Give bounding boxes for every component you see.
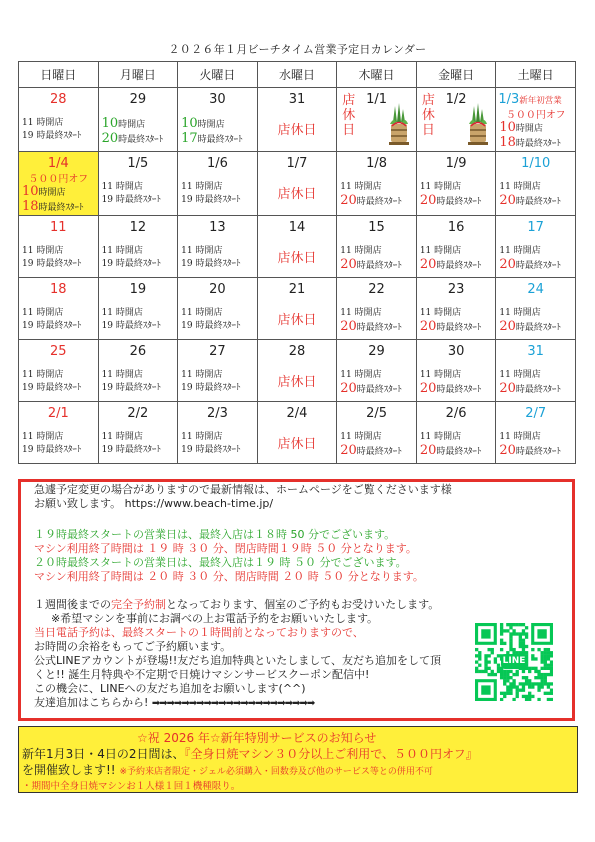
opening-time: 11 時開店 bbox=[419, 370, 462, 380]
calendar-table bbox=[18, 61, 576, 464]
new-year-line: ・期間中全身日焼マシンお１人様１回１機種限り。 bbox=[22, 781, 241, 792]
day-number: 28 bbox=[288, 344, 306, 359]
day-number: 2/3 bbox=[206, 406, 228, 421]
calendar-day-cell bbox=[257, 88, 337, 152]
day-number: 12 bbox=[129, 220, 147, 235]
opening-time: 11 時開店 bbox=[101, 370, 143, 380]
calendar-week-row bbox=[19, 340, 576, 402]
line-qr-code[interactable] bbox=[475, 623, 553, 701]
calendar-day-cell bbox=[178, 278, 258, 340]
last-start-time: 19 時最終ｽﾀｰﾄ bbox=[22, 321, 82, 331]
calendar-day-cell bbox=[496, 278, 576, 340]
calendar-day-cell bbox=[98, 152, 178, 216]
closed-day-label: 店休日 bbox=[277, 437, 317, 452]
calendar-day-cell bbox=[337, 216, 417, 278]
calendar-day-cell bbox=[337, 278, 417, 340]
calendar-day-cell bbox=[496, 152, 576, 216]
weekday-tue: 火曜日 bbox=[178, 62, 258, 88]
last-start-time: 20時最終ｽﾀｰﾄ bbox=[499, 443, 561, 458]
calendar-day-cell bbox=[416, 216, 496, 278]
opening-time: 11 時開店 bbox=[181, 308, 223, 318]
last-start-time: 19 時最終ｽﾀｰﾄ bbox=[181, 445, 241, 455]
calendar-day-cell bbox=[98, 278, 178, 340]
calendar-day-cell bbox=[337, 402, 417, 464]
opening-time: 11 時開店 bbox=[22, 432, 64, 442]
notice-line: ２０時最終スタートの営業日は、最終入店は１９ 時 ５０ 分でございます。 bbox=[34, 556, 407, 569]
calendar-day-cell bbox=[496, 340, 576, 402]
calendar-day-cell bbox=[98, 402, 178, 464]
weekday-sun: 日曜日 bbox=[19, 62, 99, 88]
calendar-day-cell bbox=[257, 402, 337, 464]
calendar-week-row bbox=[19, 278, 576, 340]
last-start-time: 20時最終ｽﾀｰﾄ bbox=[101, 131, 164, 146]
last-start-time: 19 時最終ｽﾀｰﾄ bbox=[101, 383, 161, 393]
last-start-time: 20時最終ｽﾀｰﾄ bbox=[499, 381, 561, 396]
calendar-day-cell bbox=[496, 216, 576, 278]
notice-line: １９時最終スタートの営業日は、最終入店は１８時 50 分でございます。 bbox=[34, 528, 396, 541]
last-start-time: 20時最終ｽﾀｰﾄ bbox=[499, 257, 561, 272]
calendar-day-cell bbox=[337, 88, 417, 152]
opening-time: 11 時開店 bbox=[419, 246, 462, 256]
last-start-time: 20時最終ｽﾀｰﾄ bbox=[419, 319, 482, 334]
last-start-time: 20時最終ｽﾀｰﾄ bbox=[419, 381, 482, 396]
last-start-time: 19 時最終ｽﾀｰﾄ bbox=[101, 195, 161, 205]
opening-time: 11 時開店 bbox=[22, 118, 64, 128]
last-start-time: 19 時最終ｽﾀｰﾄ bbox=[22, 383, 82, 393]
last-start-time: 19 時最終ｽﾀｰﾄ bbox=[101, 259, 161, 269]
calendar-day-cell bbox=[19, 402, 99, 464]
calendar-week-row bbox=[19, 216, 576, 278]
day-number: 1/2 bbox=[445, 92, 467, 107]
last-start-time: 20時最終ｽﾀｰﾄ bbox=[419, 257, 482, 272]
day-number: 31 bbox=[288, 92, 306, 107]
calendar-day-cell bbox=[178, 402, 258, 464]
last-start-time: 19 時最終ｽﾀｰﾄ bbox=[181, 195, 241, 205]
opening-time: 11 時開店 bbox=[340, 370, 382, 380]
new-year-heading: ☆祝 2026 年☆新年特別サービスのお知らせ bbox=[137, 731, 377, 745]
opening-time: 11 時開店 bbox=[22, 370, 64, 380]
last-start-time: 18時最終ｽﾀｰﾄ bbox=[22, 199, 84, 214]
opening-time: 10時開店 bbox=[22, 184, 66, 199]
opening-time: 11 時開店 bbox=[101, 246, 143, 256]
day-number: 1/10 bbox=[521, 156, 551, 171]
day-number: 1/4 bbox=[47, 156, 69, 171]
notice-line: お時間の余裕をもってご予約願います。 bbox=[34, 640, 232, 653]
opening-time: 11 時開店 bbox=[101, 182, 143, 192]
day-number: 2/7 bbox=[525, 406, 547, 421]
day-number: 22 bbox=[368, 282, 385, 297]
calendar-day-cell bbox=[19, 216, 99, 278]
opening-time: 11 時開店 bbox=[22, 308, 64, 318]
special-label: 新年初営業 bbox=[519, 96, 562, 106]
notice-line: 当日電話予約は、最終スタートの１時間前となっておりますので、 bbox=[34, 626, 364, 639]
day-number: 27 bbox=[209, 344, 226, 359]
closed-day-label: 店休日 bbox=[277, 251, 317, 266]
calendar-day-cell bbox=[178, 340, 258, 402]
notice-line: くと!! 誕生月特典や不定期で日焼けマシンサービスクーポン配信中! bbox=[34, 668, 370, 681]
calendar-day-cell bbox=[416, 152, 496, 216]
calendar-day-cell bbox=[337, 340, 417, 402]
calendar-day-cell bbox=[257, 216, 337, 278]
opening-time: 11 時開店 bbox=[22, 246, 64, 256]
day-number: 1/9 bbox=[445, 156, 467, 171]
opening-time: 11 時開店 bbox=[499, 308, 541, 318]
day-number: 28 bbox=[50, 92, 67, 107]
closed-day-label: 店休日 bbox=[277, 123, 317, 138]
calendar-day-cell bbox=[178, 152, 258, 216]
day-number: 1/1 bbox=[366, 92, 387, 107]
last-start-time: 20時最終ｽﾀｰﾄ bbox=[340, 381, 402, 396]
new-year-notice bbox=[18, 726, 578, 793]
kadomatsu-icon bbox=[467, 102, 489, 146]
last-start-time: 19 時最終ｽﾀｰﾄ bbox=[181, 321, 241, 331]
calendar-day-cell bbox=[337, 152, 417, 216]
last-start-time: 17時最終ｽﾀｰﾄ bbox=[181, 131, 243, 146]
opening-time: 10時開店 bbox=[181, 116, 225, 131]
last-start-time: 20時最終ｽﾀｰﾄ bbox=[340, 193, 402, 208]
opening-time: 11 時開店 bbox=[101, 308, 143, 318]
last-start-time: 20時最終ｽﾀｰﾄ bbox=[340, 257, 402, 272]
notice-line: 公式LINEアカウントが登場!!友だち追加特典といたしまして、友だち追加をして頂 bbox=[34, 654, 442, 667]
day-number: 17 bbox=[527, 220, 544, 235]
opening-time: 11 時開店 bbox=[340, 432, 382, 442]
last-start-time: 20時最終ｽﾀｰﾄ bbox=[340, 443, 402, 458]
weekday-thu: 木曜日 bbox=[337, 62, 417, 88]
day-number: 11 bbox=[50, 220, 67, 235]
notice-line: ※希望マシンを事前にお調べの上お電話予約をお願いいたします。 bbox=[51, 612, 379, 625]
last-start-time: 19 時最終ｽﾀｰﾄ bbox=[22, 445, 82, 455]
last-start-time: 20時最終ｽﾀｰﾄ bbox=[419, 443, 482, 458]
calendar-day-cell bbox=[178, 216, 258, 278]
last-start-time: 20時最終ｽﾀｰﾄ bbox=[419, 193, 482, 208]
calendar-week-row bbox=[19, 402, 576, 464]
last-start-time: 18時最終ｽﾀｰﾄ bbox=[499, 135, 561, 150]
day-number: 2/4 bbox=[286, 406, 308, 421]
opening-time: 11 時開店 bbox=[181, 246, 223, 256]
opening-time: 10時開店 bbox=[101, 116, 146, 131]
opening-time: 11 時開店 bbox=[181, 182, 223, 192]
notice-line: マシン利用終了時間は ２０ 時 ３０ 分、閉店時間 ２０ 時 ５０ 分となります。 bbox=[34, 570, 424, 583]
last-start-time: 19 時最終ｽﾀｰﾄ bbox=[22, 131, 82, 141]
day-number: 1/7 bbox=[286, 156, 308, 171]
last-start-time: 19 時最終ｽﾀｰﾄ bbox=[101, 445, 161, 455]
notice-line: １週間後までの完全予約制となっております、個室のご予約もお受けいたします。 bbox=[34, 598, 440, 611]
day-number: 2/5 bbox=[366, 406, 387, 421]
calendar-day-cell bbox=[98, 88, 178, 152]
day-number: 21 bbox=[288, 282, 306, 297]
day-number: 16 bbox=[447, 220, 465, 235]
calendar-day-cell bbox=[19, 340, 99, 402]
notice-box bbox=[18, 479, 575, 721]
notice-line: マシン利用終了時間は １９ 時 ３０ 分、閉店時間１９時 ５０ 分となります。 bbox=[34, 542, 417, 555]
last-start-time: 20時最終ｽﾀｰﾄ bbox=[499, 319, 561, 334]
opening-time: 10時開店 bbox=[499, 120, 543, 135]
opening-time: 11 時開店 bbox=[499, 246, 541, 256]
day-number: 30 bbox=[447, 344, 465, 359]
weekday-fri: 金曜日 bbox=[416, 62, 496, 88]
discount-label: ５００円オフ bbox=[28, 174, 89, 185]
day-number: 19 bbox=[129, 282, 147, 297]
discount-label: ５００円オフ bbox=[505, 110, 566, 121]
line-logo-icon: LINE bbox=[501, 654, 527, 669]
calendar-week-row bbox=[19, 152, 576, 216]
calendar-day-cell bbox=[416, 88, 496, 152]
day-number: 25 bbox=[50, 344, 67, 359]
last-start-time: 20時最終ｽﾀｰﾄ bbox=[499, 193, 561, 208]
closed-day-label: 店休日 bbox=[277, 313, 317, 328]
opening-time: 11 時開店 bbox=[101, 432, 143, 442]
day-number: 15 bbox=[368, 220, 385, 235]
day-number: 1/6 bbox=[206, 156, 228, 171]
last-start-time: 20時最終ｽﾀｰﾄ bbox=[340, 319, 402, 334]
last-start-time: 19 時最終ｽﾀｰﾄ bbox=[181, 259, 241, 269]
day-number: 1/5 bbox=[127, 156, 149, 171]
calendar-day-cell bbox=[416, 340, 496, 402]
day-number: 1/8 bbox=[366, 156, 387, 171]
day-number: 18 bbox=[50, 282, 67, 297]
last-start-time: 19 時最終ｽﾀｰﾄ bbox=[101, 321, 161, 331]
closed-day-label: 店休日 bbox=[277, 375, 317, 390]
opening-time: 11 時開店 bbox=[340, 182, 382, 192]
opening-time: 11 時開店 bbox=[181, 370, 223, 380]
day-number: 23 bbox=[447, 282, 465, 297]
opening-time: 11 時開店 bbox=[340, 308, 382, 318]
calendar-day-cell bbox=[496, 402, 576, 464]
new-year-line: 新年1月3日・4日の2日間は、『全身日焼マシン３０分以上ご利用で、５００円オフ』 bbox=[22, 747, 478, 761]
calendar-day-cell bbox=[257, 152, 337, 216]
day-number: 26 bbox=[129, 344, 147, 359]
calendar-day-cell bbox=[496, 88, 576, 152]
notice-line-url[interactable]: お願い致します。 https://www.beach-time.jp/ bbox=[34, 497, 274, 510]
day-number: 29 bbox=[129, 92, 147, 107]
calendar-week-row bbox=[19, 88, 576, 152]
notice-line: 急遽予定変更の場合がありますので最新情報は、ホームページをご覧くださいます様 bbox=[34, 483, 452, 496]
opening-time: 11 時開店 bbox=[499, 432, 541, 442]
weekday-sat: 土曜日 bbox=[496, 62, 576, 88]
weekday-header-row bbox=[19, 62, 576, 88]
day-number: 14 bbox=[288, 220, 306, 235]
closed-day-label: 店休日 bbox=[277, 187, 317, 202]
opening-time: 11 時開店 bbox=[499, 370, 541, 380]
calendar-day-cell bbox=[19, 152, 99, 216]
opening-time: 11 時開店 bbox=[340, 246, 382, 256]
calendar-day-cell bbox=[257, 340, 337, 402]
day-number: 1/3 bbox=[498, 92, 520, 107]
calendar-day-cell bbox=[257, 278, 337, 340]
closed-day-label: 店休日 bbox=[421, 93, 435, 138]
opening-time: 11 時開店 bbox=[419, 432, 462, 442]
day-number: 2/1 bbox=[47, 406, 69, 421]
weekday-wed: 水曜日 bbox=[257, 62, 337, 88]
kadomatsu-icon bbox=[388, 102, 410, 146]
day-number: 13 bbox=[209, 220, 226, 235]
day-number: 2/2 bbox=[127, 406, 149, 421]
closed-day-label: 店休日 bbox=[342, 93, 356, 138]
day-number: 20 bbox=[209, 282, 226, 297]
line-friend-add-label[interactable]: 友達追加はこちらから! ➡➡➡➡➡➡➡➡➡➡➡➡➡➡➡➡➡➡➡➡➡➡ bbox=[34, 696, 315, 709]
day-number: 30 bbox=[209, 92, 226, 107]
calendar-day-cell bbox=[98, 340, 178, 402]
last-start-time: 19 時最終ｽﾀｰﾄ bbox=[22, 259, 82, 269]
last-start-time: 19 時最終ｽﾀｰﾄ bbox=[181, 383, 241, 393]
day-number: 29 bbox=[368, 344, 385, 359]
calendar-title: ２０２６年１月ビーチタイム営業予定日カレンダー bbox=[168, 43, 427, 56]
opening-time: 11 時開店 bbox=[419, 182, 462, 192]
calendar-day-cell bbox=[19, 88, 99, 152]
opening-time: 11 時開店 bbox=[499, 182, 541, 192]
calendar-day-cell bbox=[98, 216, 178, 278]
day-number: 31 bbox=[527, 344, 544, 359]
new-year-line: を開催致します!! ※予約来店者限定・ジェル必須購入・回数券及び他のサービス等との併用不可 bbox=[22, 763, 433, 777]
calendar-day-cell bbox=[416, 278, 496, 340]
notice-line: この機会に、LINEへの友だち追加をお願いします(^^) bbox=[34, 682, 306, 695]
day-number: 2/6 bbox=[445, 406, 467, 421]
calendar-day-cell bbox=[416, 402, 496, 464]
day-number: 24 bbox=[527, 282, 544, 297]
opening-time: 11 時開店 bbox=[419, 308, 462, 318]
opening-time: 11 時開店 bbox=[181, 432, 223, 442]
weekday-mon: 月曜日 bbox=[98, 62, 178, 88]
calendar-day-cell bbox=[19, 278, 99, 340]
calendar-day-cell bbox=[178, 88, 258, 152]
